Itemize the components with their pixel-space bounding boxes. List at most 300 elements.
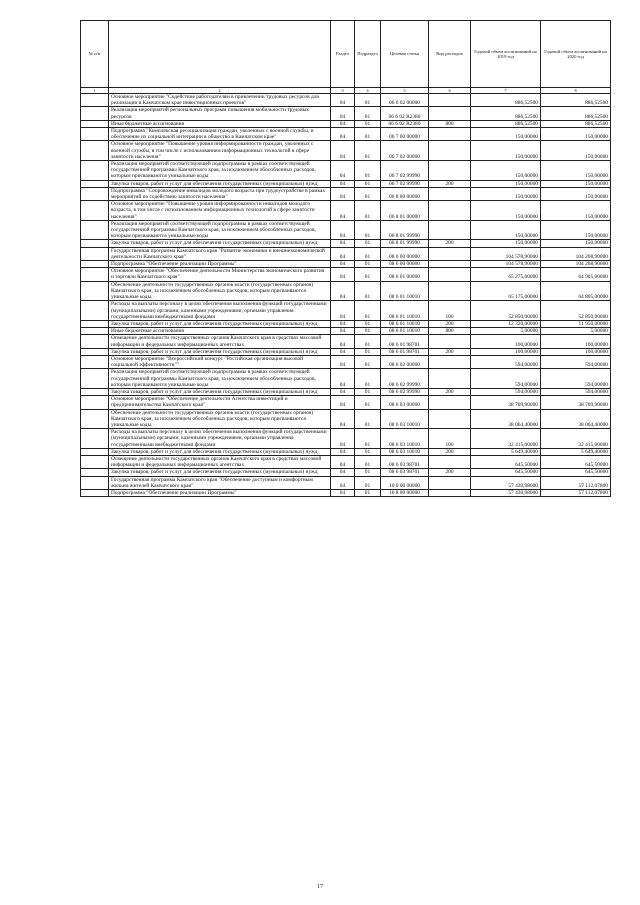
cell-amount-2019: 52 850,00000 (471, 301, 541, 321)
cell-num (81, 301, 109, 321)
cell-amount-2020: 104 208,90000 (541, 261, 611, 268)
cell-podrazdel: 01 (355, 455, 381, 468)
table-row (81, 448, 611, 455)
cell-amount-2020: 594,00000 (541, 355, 611, 368)
cell-amount-2019: 150,00000 (471, 201, 541, 221)
cell-num (81, 476, 109, 489)
cell-name: Закупка товаров, работ и услуг для обеспечения государственных (муниципальных) нужд (109, 320, 331, 327)
cell-razdel: 04 (331, 180, 355, 187)
cell-num (81, 247, 109, 260)
cell-expense-type: 200 (429, 348, 471, 355)
table-row (81, 328, 611, 335)
cell-amount-2020: 64 805,00000 (541, 281, 611, 301)
cell-podrazdel: 01 (355, 409, 381, 429)
cell-amount-2019: 5 649,40000 (471, 448, 541, 455)
cell-name: Основное мероприятие "Повышение уровня информированности инвалидов молодого возраста, в том числе с использованием информационных технологий в сфере занятости населения" (109, 201, 331, 221)
col-number: 7 (471, 88, 541, 94)
cell-amount-2019: 65 275,00000 (471, 268, 541, 281)
cell-razdel: 04 (331, 396, 355, 409)
cell-name: Иные бюджетные ассигнования (109, 328, 331, 335)
cell-podrazdel: 01 (355, 240, 381, 247)
table-row (81, 107, 611, 120)
cell-num (81, 429, 109, 449)
cell-amount-2019: 32 415,00000 (471, 429, 541, 449)
budget-table-sheet (80, 20, 610, 497)
cell-num (81, 355, 109, 368)
cell-num (81, 369, 109, 389)
cell-amount-2019: 12 320,00000 (471, 320, 541, 327)
cell-target-article: 06 7 02 99990 (381, 161, 429, 181)
cell-num (81, 120, 109, 127)
cell-podrazdel: 01 (355, 396, 381, 409)
table-row (81, 348, 611, 355)
col-header-name (109, 21, 331, 88)
cell-amount-2020: 5 649,40000 (541, 448, 611, 455)
budget-table (80, 20, 611, 497)
cell-num (81, 455, 109, 468)
cell-podrazdel: 01 (355, 201, 381, 221)
cell-name: Основное мероприятие "Содействие работодателям в привлечении трудовых ресурсов для реализации в Камчатском крае инвестиционных проектов" (109, 94, 331, 107)
table-row (81, 281, 611, 301)
cell-amount-2019: 65 175,00000 (471, 281, 541, 301)
table-row (81, 128, 611, 141)
cell-podrazdel: 01 (355, 141, 381, 161)
cell-target-article: 08 0 00 00000 (381, 247, 429, 260)
cell-target-article: 08 6 03 10010 (381, 409, 429, 429)
cell-razdel: 04 (331, 429, 355, 449)
cell-amount-2020: 594,00000 (541, 369, 611, 389)
cell-amount-2019: 150,00000 (471, 161, 541, 181)
table-row (81, 355, 611, 368)
cell-expense-type (429, 489, 471, 496)
cell-razdel: 04 (331, 448, 355, 455)
table-row (81, 161, 611, 181)
cell-target-article: 08 6 02 99990 (381, 388, 429, 395)
cell-expense-type (429, 141, 471, 161)
cell-target-article: 08 6 03 00000 (381, 396, 429, 409)
cell-name: Реализация мероприятий соответствующей подпрограммы в рамках соответствующей государственной программы Камчатского края, за исключением обособленных расходов, которым присваиваются уникальные коды (109, 369, 331, 389)
cell-razdel: 04 (331, 261, 355, 268)
cell-podrazdel: 01 (355, 348, 381, 355)
cell-amount-2020: 57 112,07800 (541, 476, 611, 489)
table-row (81, 180, 611, 187)
cell-podrazdel: 01 (355, 268, 381, 281)
cell-num (81, 335, 109, 348)
cell-razdel: 04 (331, 348, 355, 355)
table-row (81, 388, 611, 395)
cell-name: Реализация мероприятий соответствующей подпрограммы в рамках соответствующей государственной программы Камчатского края, за исключением обособленных расходов, которым присваиваются уникальные коды (109, 161, 331, 181)
table-row (81, 301, 611, 321)
cell-num (81, 409, 109, 429)
cell-amount-2019: 104 578,90000 (471, 261, 541, 268)
cell-razdel: 04 (331, 201, 355, 221)
table-row (81, 489, 611, 496)
cell-num (81, 161, 109, 181)
cell-podrazdel: 01 (355, 301, 381, 321)
cell-target-article: 06 8 01 99990 (381, 220, 429, 240)
cell-num (81, 220, 109, 240)
cell-name: Государственная программа Камчатского края "Развитие экономики и внешнеэкономической деятельности Камчатского края" (109, 247, 331, 260)
cell-target-article: 08 6 03 10010 (381, 429, 429, 449)
cell-target-article: 06 8 01 00000 (381, 201, 429, 221)
cell-amount-2019: 100,00000 (471, 335, 541, 348)
cell-razdel: 04 (331, 469, 355, 476)
cell-target-article: 06 6 02 00000 (381, 94, 429, 107)
cell-razdel: 04 (331, 281, 355, 301)
cell-target-article: 06 6 02 R2380 (381, 120, 429, 127)
cell-razdel: 04 (331, 128, 355, 141)
cell-expense-type (429, 220, 471, 240)
cell-expense-type: 200 (429, 388, 471, 395)
cell-num (81, 180, 109, 187)
cell-amount-2020: 150,00000 (541, 240, 611, 247)
cell-amount-2020: 150,00000 (541, 187, 611, 200)
col-header-cs: Целевая статья (381, 21, 429, 88)
cell-podrazdel: 01 (355, 476, 381, 489)
cell-target-article: 08 6 01 10010 (381, 281, 429, 301)
cell-expense-type (429, 409, 471, 429)
cell-podrazdel: 01 (355, 120, 381, 127)
cell-target-article: 08 6 03 10010 (381, 448, 429, 455)
cell-podrazdel: 01 (355, 247, 381, 260)
col-header-num: № п/п (81, 21, 109, 88)
cell-amount-2020: 150,00000 (541, 128, 611, 141)
cell-expense-type (429, 476, 471, 489)
cell-expense-type: 200 (429, 469, 471, 476)
cell-amount-2019: 5,00000 (471, 328, 541, 335)
cell-name: Освещение деятельности государственных органов Камчатского края в средствах массовой информации и федеральных информационных агентствах (109, 335, 331, 348)
table-header-row (81, 21, 611, 88)
cell-expense-type: 200 (429, 448, 471, 455)
cell-target-article: 08 6 03 98701 (381, 469, 429, 476)
cell-num (81, 348, 109, 355)
cell-target-article: 08 6 01 10010 (381, 320, 429, 327)
table-row (81, 141, 611, 161)
table-row (81, 220, 611, 240)
cell-razdel: 04 (331, 489, 355, 496)
cell-amount-2020: 594,00000 (541, 388, 611, 395)
cell-amount-2019: 886,52500 (471, 94, 541, 107)
cell-num (81, 201, 109, 221)
cell-name: Подпрограмма "Комплексная ресоциализация граждан, уволенных с военной службы, и обеспечение их социальной интеграции в общество в Камчатском крае" (109, 128, 331, 141)
cell-target-article: 08 6 01 10010 (381, 301, 429, 321)
cell-name: Подпрограмма "Обеспечение реализации Программы" (109, 489, 331, 496)
table-row (81, 320, 611, 327)
cell-amount-2019: 150,00000 (471, 180, 541, 187)
cell-expense-type (429, 107, 471, 120)
cell-amount-2020: 5,00000 (541, 328, 611, 335)
table-row (81, 335, 611, 348)
cell-target-article: 08 6 01 98701 (381, 335, 429, 348)
cell-expense-type (429, 455, 471, 468)
cell-num (81, 141, 109, 161)
cell-num (81, 107, 109, 120)
cell-name: Закупка товаров, работ и услуг для обеспечения государственных (муниципальных) нужд (109, 180, 331, 187)
cell-razdel: 04 (331, 240, 355, 247)
cell-expense-type: 200 (429, 240, 471, 247)
cell-amount-2019: 594,00000 (471, 388, 541, 395)
cell-num (81, 448, 109, 455)
cell-num (81, 388, 109, 395)
cell-amount-2019: 150,00000 (471, 187, 541, 200)
cell-num (81, 187, 109, 200)
cell-amount-2020: 64 905,00000 (541, 268, 611, 281)
table-row (81, 94, 611, 107)
cell-amount-2020: 100,00000 (541, 335, 611, 348)
cell-razdel: 04 (331, 301, 355, 321)
cell-amount-2019: 150,00000 (471, 141, 541, 161)
col-header-2019: Годовой объем ассигнований на 2019 год (471, 21, 541, 88)
cell-amount-2020: 150,00000 (541, 161, 611, 181)
cell-amount-2019: 645,50000 (471, 469, 541, 476)
cell-name: Основное мероприятие "Обеспечение деятельности Агентства инвестиций и предпринимательства Камчатского края" (109, 396, 331, 409)
cell-amount-2020: 150,00000 (541, 220, 611, 240)
cell-razdel: 04 (331, 388, 355, 395)
cell-amount-2020: 104 208,90000 (541, 247, 611, 260)
cell-name: Основное мероприятие "Повышение уровня информированности граждан, уволенных с военной службы, в том числе с использованием информационных технологий в сфере занятости населения" (109, 141, 331, 161)
cell-razdel: 04 (331, 94, 355, 107)
cell-amount-2020: 150,00000 (541, 201, 611, 221)
cell-name: Обеспечение деятельности государственных органов власти (государственных органов) Камчатского края, за исключением обособленных расходов, которым присваиваются уникальные коды. (109, 281, 331, 301)
cell-amount-2020: 645,50000 (541, 455, 611, 468)
cell-name: Расходы на выплаты персоналу в целях обеспечения выполнения функций государственными (муниципальными) органами, казенными учреждениями, органами управления государственными внебюджетными фондами (109, 301, 331, 321)
cell-num (81, 240, 109, 247)
cell-amount-2019: 150,00000 (471, 240, 541, 247)
cell-target-article: 08 6 03 98701 (381, 455, 429, 468)
cell-razdel: 04 (331, 455, 355, 468)
cell-amount-2019: 594,00000 (471, 355, 541, 368)
col-number: 1 (81, 88, 109, 94)
cell-podrazdel: 01 (355, 107, 381, 120)
cell-num (81, 128, 109, 141)
cell-expense-type (429, 247, 471, 260)
cell-amount-2020: 150,00000 (541, 180, 611, 187)
cell-num (81, 396, 109, 409)
table-row (81, 429, 611, 449)
cell-name: Иные бюджетные ассигнования (109, 120, 331, 127)
cell-target-article: 06 6 02 R2380 (381, 107, 429, 120)
cell-name: Закупка товаров, работ и услуг для обеспечения государственных (муниципальных) нужд (109, 348, 331, 355)
cell-target-article: 06 8 01 99990 (381, 240, 429, 247)
cell-name: Основное мероприятие "Обеспечение деятельности Министерства экономического развития и торговли Камчатского края" (109, 268, 331, 281)
cell-razdel: 04 (331, 187, 355, 200)
cell-num (81, 489, 109, 496)
cell-num (81, 268, 109, 281)
cell-name: Закупка товаров, работ и услуг для обеспечения государственных (муниципальных) нужд (109, 240, 331, 247)
table-row (81, 476, 611, 489)
cell-amount-2020: 57 112,07800 (541, 489, 611, 496)
table-row (81, 261, 611, 268)
col-header-2020: Годовой объем ассигнований на 2020 год (541, 21, 611, 88)
cell-amount-2019: 38 709,90000 (471, 396, 541, 409)
cell-target-article: 10 0 00 00000 (381, 476, 429, 489)
table-row (81, 247, 611, 260)
cell-amount-2019: 645,50000 (471, 455, 541, 468)
cell-expense-type (429, 396, 471, 409)
cell-amount-2020: 100,00000 (541, 348, 611, 355)
cell-podrazdel: 01 (355, 161, 381, 181)
cell-razdel: 04 (331, 247, 355, 260)
col-number: 5 (381, 88, 429, 94)
cell-amount-2020: 38 709,90000 (541, 396, 611, 409)
cell-amount-2019: 57 430,98000 (471, 476, 541, 489)
table-row (81, 268, 611, 281)
table-row (81, 396, 611, 409)
cell-amount-2019: 594,00000 (471, 369, 541, 389)
cell-expense-type (429, 187, 471, 200)
cell-name: Закупка товаров, работ и услуг для обеспечения государственных (муниципальных) нужд (109, 469, 331, 476)
cell-name: Государственная программа Камчатского края "Обеспечение доступным и комфортным жильем жителей Камчатского края" (109, 476, 331, 489)
cell-expense-type: 200 (429, 180, 471, 187)
cell-podrazdel: 01 (355, 388, 381, 395)
cell-num (81, 469, 109, 476)
cell-amount-2020: 645,50000 (541, 469, 611, 476)
cell-expense-type: 800 (429, 120, 471, 127)
col-number: 6 (429, 88, 471, 94)
table-row (81, 240, 611, 247)
cell-expense-type (429, 128, 471, 141)
cell-razdel: 04 (331, 369, 355, 389)
cell-amount-2019: 886,52500 (471, 120, 541, 127)
cell-num (81, 281, 109, 301)
cell-podrazdel: 01 (355, 261, 381, 268)
cell-amount-2020: 886,52500 (541, 107, 611, 120)
cell-expense-type (429, 161, 471, 181)
col-number: 8 (541, 88, 611, 94)
cell-podrazdel: 01 (355, 489, 381, 496)
cell-razdel: 04 (331, 120, 355, 127)
cell-razdel: 04 (331, 161, 355, 181)
cell-target-article: 06 8 00 00000 (381, 187, 429, 200)
cell-name: Основное мероприятие "Всероссийский конкурс "Российская организация высокой социальной эффективности"" (109, 355, 331, 368)
cell-expense-type (429, 355, 471, 368)
cell-podrazdel: 01 (355, 469, 381, 476)
cell-expense-type (429, 335, 471, 348)
cell-amount-2019: 38 064,40000 (471, 409, 541, 429)
cell-razdel: 04 (331, 220, 355, 240)
cell-name: Закупка товаров, работ и услуг для обеспечения государственных (муниципальных) нужд (109, 388, 331, 395)
col-header-vr: Вид расходов (429, 21, 471, 88)
cell-expense-type: 100 (429, 301, 471, 321)
cell-amount-2020: 150,00000 (541, 141, 611, 161)
cell-target-article: 08 6 02 00000 (381, 355, 429, 368)
table-row (81, 369, 611, 389)
col-number: 2 (109, 88, 331, 94)
cell-expense-type (429, 268, 471, 281)
cell-razdel: 04 (331, 268, 355, 281)
cell-target-article: 08 6 01 10010 (381, 328, 429, 335)
cell-amount-2019: 104 578,90000 (471, 247, 541, 260)
cell-podrazdel: 01 (355, 355, 381, 368)
cell-expense-type (429, 281, 471, 301)
cell-target-article: 10 8 00 00000 (381, 489, 429, 496)
cell-expense-type (429, 94, 471, 107)
cell-podrazdel: 01 (355, 220, 381, 240)
table-row (81, 409, 611, 429)
cell-target-article: 08 6 01 00000 (381, 268, 429, 281)
cell-razdel: 04 (331, 355, 355, 368)
cell-razdel: 04 (331, 141, 355, 161)
cell-amount-2020: 11 950,00000 (541, 320, 611, 327)
col-header-podrazdel: Подраздел (355, 21, 381, 88)
cell-razdel: 04 (331, 107, 355, 120)
cell-target-article: 08 6 01 98701 (381, 348, 429, 355)
cell-podrazdel: 01 (355, 180, 381, 187)
cell-amount-2020: 886,52500 (541, 94, 611, 107)
page-number: 17 (317, 884, 323, 890)
cell-razdel: 04 (331, 476, 355, 489)
cell-name: Подпрограмма "Сопровождение инвалидов молодого возраста при трудоустройстве в рамках мероприятий по содействию занятости населения" (109, 187, 331, 200)
cell-amount-2019: 150,00000 (471, 220, 541, 240)
col-number: 4 (355, 88, 381, 94)
cell-expense-type (429, 369, 471, 389)
cell-name: Расходы на выплаты персоналу в целях обеспечения выполнения функций государственными (муниципальными) органами, казенными учреждениями, органами управления государственными внебюджетными фондами (109, 429, 331, 449)
table-body (81, 94, 611, 497)
cell-amount-2019: 100,00000 (471, 348, 541, 355)
cell-amount-2020: 38 064,40000 (541, 409, 611, 429)
cell-podrazdel: 01 (355, 187, 381, 200)
table-row (81, 120, 611, 127)
table-row (81, 469, 611, 476)
cell-num (81, 94, 109, 107)
cell-target-article: 06 7 02 00000 (381, 141, 429, 161)
cell-expense-type (429, 201, 471, 221)
cell-podrazdel: 01 (355, 429, 381, 449)
cell-podrazdel: 01 (355, 94, 381, 107)
cell-podrazdel: 01 (355, 320, 381, 327)
cell-name: Освещение деятельности государственных органов Камчатского края в средствах массовой информации и федеральных информационных агентствах (109, 455, 331, 468)
cell-amount-2019: 886,52500 (471, 107, 541, 120)
cell-razdel: 04 (331, 320, 355, 327)
cell-podrazdel: 01 (355, 281, 381, 301)
cell-podrazdel: 01 (355, 369, 381, 389)
cell-podrazdel: 01 (355, 335, 381, 348)
table-row (81, 455, 611, 468)
cell-expense-type (429, 261, 471, 268)
cell-razdel: 04 (331, 409, 355, 429)
col-number: 3 (331, 88, 355, 94)
cell-podrazdel: 01 (355, 448, 381, 455)
cell-amount-2020: 32 415,00000 (541, 429, 611, 449)
cell-name: Закупка товаров, работ и услуг для обеспечения государственных (муниципальных) нужд (109, 448, 331, 455)
cell-target-article: 08 6 00 00000 (381, 261, 429, 268)
cell-name: Обеспечение деятельности государственных органов власти (государственных органов) Камчатского края, за исключением обособленных расходов, которым присваиваются уникальные коды. (109, 409, 331, 429)
cell-amount-2019: 150,00000 (471, 128, 541, 141)
cell-razdel: 04 (331, 335, 355, 348)
cell-name: Реализация мероприятий соответствующей подпрограммы в рамках соответствующей государственной программы Камчатского края, за исключением обособленных расходов, которым присваиваются уникальные коды (109, 220, 331, 240)
cell-expense-type: 200 (429, 320, 471, 327)
cell-amount-2020: 886,52500 (541, 120, 611, 127)
cell-name: Подпрограмма "Обеспечение реализации Программы" (109, 261, 331, 268)
cell-amount-2020: 52 850,00000 (541, 301, 611, 321)
cell-num (81, 261, 109, 268)
cell-target-article: 06 7 00 00000 (381, 128, 429, 141)
cell-num (81, 328, 109, 335)
cell-podrazdel: 01 (355, 128, 381, 141)
cell-target-article: 08 6 02 99990 (381, 369, 429, 389)
cell-razdel: 04 (331, 328, 355, 335)
cell-expense-type: 800 (429, 328, 471, 335)
cell-num (81, 320, 109, 327)
cell-target-article: 06 7 02 99990 (381, 180, 429, 187)
table-row (81, 187, 611, 200)
table-row (81, 201, 611, 221)
cell-podrazdel: 01 (355, 328, 381, 335)
cell-name: Реализация мероприятий региональных программ повышения мобильности трудовых ресурсов (109, 107, 331, 120)
cell-expense-type: 100 (429, 429, 471, 449)
cell-amount-2019: 57 430,98000 (471, 489, 541, 496)
col-header-razdel: Раздел (331, 21, 355, 88)
